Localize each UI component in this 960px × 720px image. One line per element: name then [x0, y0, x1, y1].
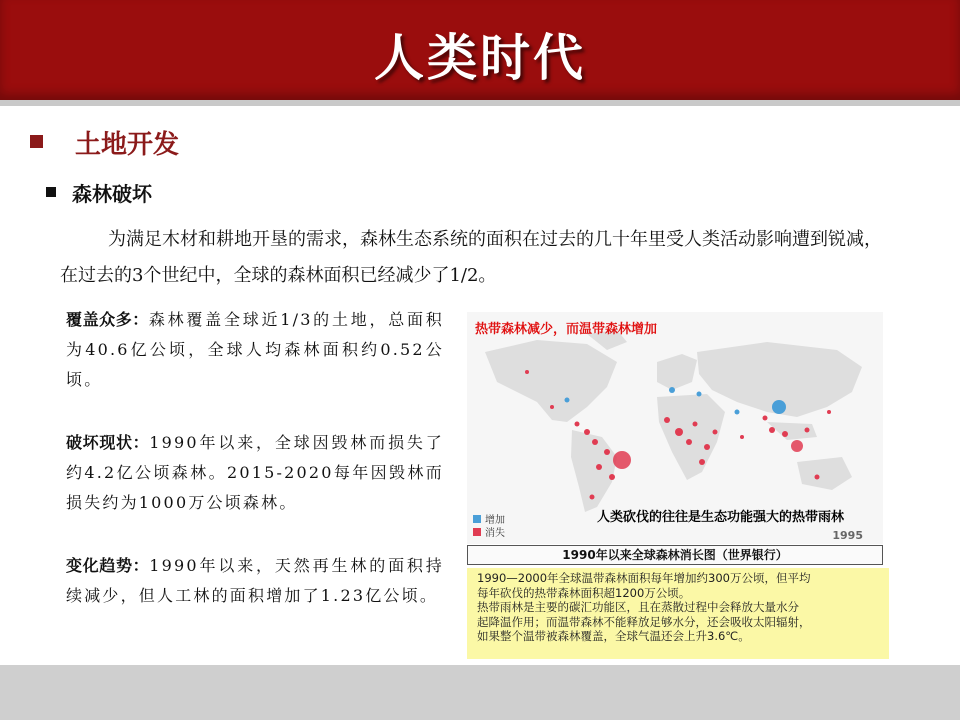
forest-change-map — [467, 312, 883, 544]
destruction-text: 1990年以来，全球因毁林而损失了约4.2亿公顷森林。2015-2020每年因毁林而损失约为1000万公顷森林。 — [66, 433, 444, 512]
info-box — [467, 568, 889, 659]
footer-bar — [0, 665, 960, 720]
trend-text: 1990年以来，天然再生林的面积持续减少，但人工林的面积增加了1.23亿公顷。 — [66, 556, 444, 605]
info-line: 1990—2000年全球温带森林面积每年增加约300万公顷，但平均 — [477, 571, 811, 585]
map-year: 1995 — [832, 529, 863, 542]
map-note: 人类砍伐的往往是生态功能强大的热带雨林 — [597, 510, 845, 525]
legend-loss-label: 消失 — [485, 528, 505, 539]
title-bar-shadow — [0, 100, 960, 106]
legend-increase-label: 增加 — [485, 515, 505, 526]
destruction-label: 破坏现状： — [66, 433, 150, 452]
map-legend — [473, 512, 505, 538]
square-bullet-icon — [30, 135, 43, 148]
continents — [485, 330, 862, 512]
map-caption: 1990年以来全球森林消长图（世界银行） — [467, 545, 883, 565]
slide-title: 人类时代 — [374, 29, 586, 87]
info-line: 如果整个温带被森林覆盖，全球气温还会上升3.6℃。 — [477, 629, 750, 643]
trend-label: 变化趋势： — [66, 556, 150, 575]
increase-swatch — [473, 515, 481, 523]
destruction-paragraph — [66, 428, 444, 518]
info-line: 每年砍伐的热带森林面积超1200万公顷。 — [477, 585, 691, 600]
loss-swatch — [473, 528, 481, 536]
intro-paragraph: 为满足木材和耕地开垦的需求，森林生态系统的面积在过去的几十年里受人类活动影响遭到锐减，在过去的3个世纪中，全球的森林面积已经减少了1/2。 — [60, 229, 882, 286]
info-line: 起降温作用；而温带森林不能释放足够水分，还会吸收太阳辐射， — [477, 614, 811, 629]
coverage-text: 森林覆盖全球近1/3的土地，总面积为40.6亿公顷，全球人均森林面积约0.52公顷。 — [66, 310, 444, 389]
trend-paragraph — [66, 551, 444, 611]
map-title: 热带森林减少，而温带森林增加 — [475, 322, 658, 337]
coverage-label: 覆盖众多： — [66, 310, 149, 329]
subsection-heading: 森林破坏 — [72, 182, 152, 206]
info-line: 热带雨林是主要的碳汇功能区，且在蒸散过程中会释放大量水分 — [477, 600, 799, 614]
legend-loss — [473, 525, 505, 538]
small-square-bullet-icon — [46, 187, 56, 197]
section-heading: 土地开发 — [75, 130, 180, 160]
coverage-paragraph — [66, 305, 444, 395]
